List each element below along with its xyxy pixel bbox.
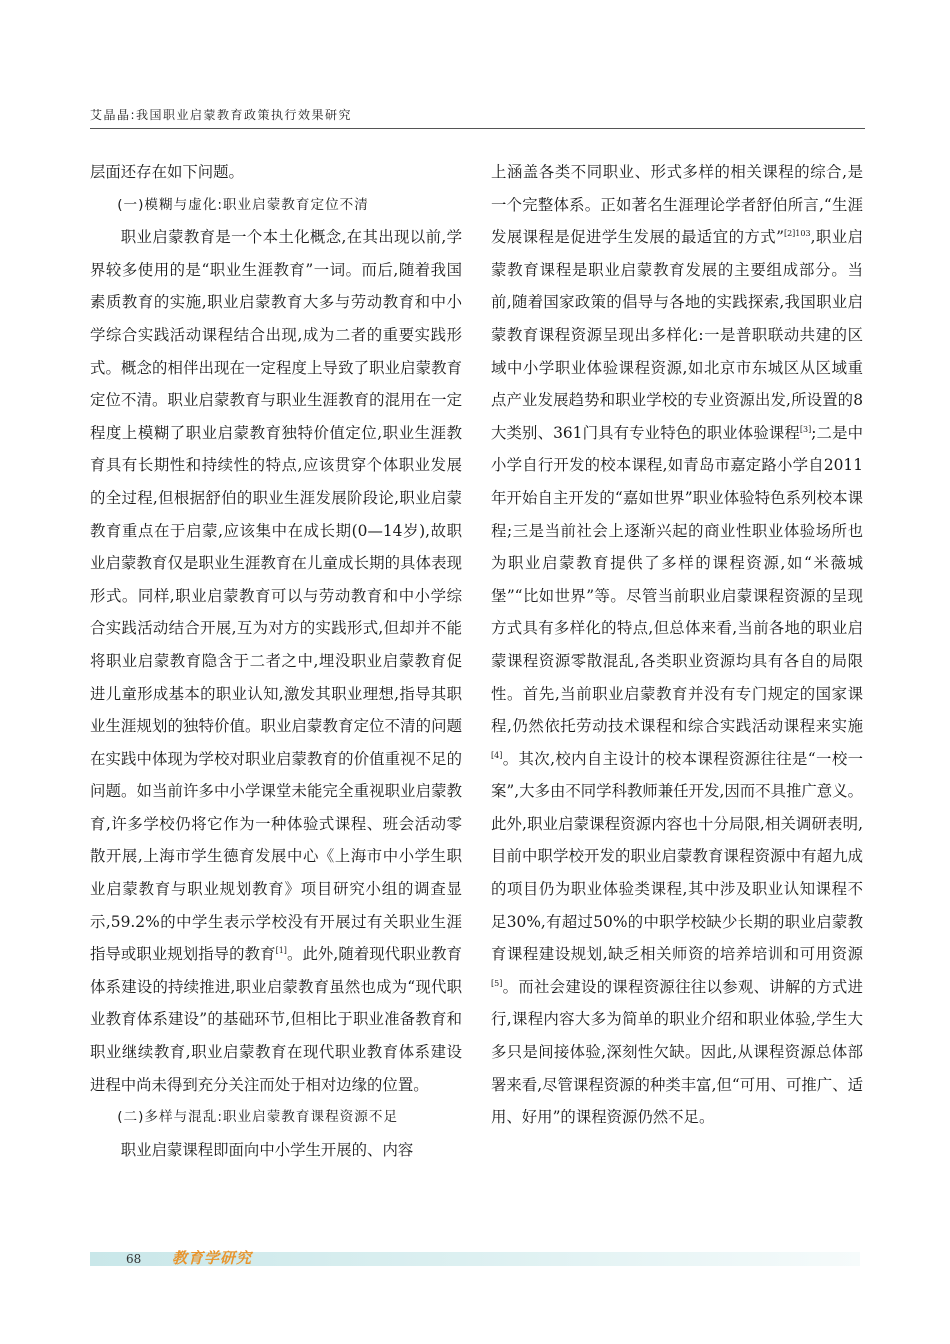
paragraph-intro-tail: 层面还存在如下问题。 bbox=[90, 163, 244, 181]
right-column bbox=[491, 156, 863, 1134]
paragraph-curriculum bbox=[491, 156, 863, 1134]
citation-ref[interactable]: [4] bbox=[491, 750, 503, 760]
page-footer bbox=[90, 1248, 860, 1272]
running-header: 艾晶晶:我国职业启蒙教育政策执行效果研究 bbox=[90, 106, 865, 129]
paragraph-text: 职业启蒙教育是一个本土化概念,在其出现以前,学界较多使用的是“职业生涯教育”一词。而后,随着我国素质教育的实施,职业启蒙教育大多与劳动教育和中小学综合实践活动课程结合出现,成为二者的重要实践形式。概念的相伴出现在一定程度上导致了职业启蒙教育定位不清。职业启蒙教育与职业生涯教育的混用在一定程度上模糊了职业启蒙教育独特价值定位,职业生涯教育具有长期性和持续性的特点,应该贯穿个体职业发展的全过程,但根据舒伯的职业生涯发展阶段论,职业启蒙教育重点在于启蒙,应该集中在成长期(0—14岁),故职业启蒙教育仅是职业生涯教育在儿童成长期的具体表现形式。同样,职业启蒙教育可以与劳动教育和中小学综合实践活动结合开展,互为对方的实践形式,但却并不能将职业启蒙教育隐含于二者之中,埋没职业启蒙教育促进儿童形成基本的职业认知,激发其职业理想,指导其职业生涯规划的独特价值。职业启蒙教育定位不清的问题在实践中体现为学校对职业启蒙教育的价值重视不足的问题。如当前许多中小学课堂未能完全重视职业启蒙教育,许多学校仍将它作为一种体验式课程、班会活动零散开展,上海市学生德育发展中心《上海市中小学生职业启蒙教育与职业规划教育》项目研究小组的调查显示,59.2%的中学生表示学校没有开展过有关职业生涯指导或职业规划指导的教育 bbox=[90, 228, 462, 964]
section-heading-1: (一)模糊与虚化:职业启蒙教育定位不清 bbox=[117, 196, 369, 213]
left-column bbox=[90, 156, 462, 1166]
paragraph-text: ;二是中小学自行开发的校本课程,如青岛市嘉定路小学自2011年开始自主开发的“嘉如世界”职业体验特色系列校本课程;三是当前社会上逐渐兴起的商业性职业体验场所也为职业启蒙教育提供了多样的课程资源,如“米薇城堡”“比如世界”等。尽管当前职业启蒙课程资源的呈现方式具有多样化的特点,但总体来看,当前各地的职业启蒙课程资源零散混乱,各类职业资源均具有各自的局限性。首先,当前职业启蒙教育并没有专门规定的国家课程,仍然依托劳动技术课程和综合实践活动课程来实施 bbox=[491, 423, 863, 736]
paragraph-text: ,职业启蒙教育课程是职业启蒙教育发展的主要组成部分。当前,随着国家政策的倡导与各地的实践探索,我国职业启蒙教育课程资源呈现出多样化:一是普职联动共建的区域中小学职业体验课程资源,如北京市东城区从区域重点产业发展趋势和职业学校的专业资源出发,所设置的8大类别、361门具有专业特色的职业体验课程 bbox=[491, 228, 863, 442]
paragraph-curriculum-start: 职业启蒙课程即面向中小学生开展的、内容 bbox=[120, 1140, 414, 1159]
citation-ref[interactable]: [2]103 bbox=[783, 229, 811, 239]
paragraph-text: 。而社会建设的课程资源往往以参观、讲解的方式进行,课程内容大多为简单的职业介绍和职业体验,学生大多只是间接体验,深刻性欠缺。因此,从课程资源总体部署来看,尽管课程资源的种类丰富,但“可用、可推广、适用、好用”的课程资源仍然不足。 bbox=[491, 977, 863, 1127]
paragraph-text: 。此外,随着现代职业教育体系建设的持续推进,职业启蒙教育虽然也成为“现代职业教育体系建设”的基础环节,但相比于职业准备教育和职业继续教育,职业启蒙教育在现代职业教育体系建设进程中尚未得到充分关注而处于相对边缘的位置。 bbox=[90, 945, 462, 1094]
paragraph-positioning bbox=[90, 221, 462, 1101]
citation-ref[interactable]: [3] bbox=[799, 424, 812, 434]
section-heading-2: (二)多样与混乱:职业启蒙教育课程资源不足 bbox=[117, 1109, 399, 1126]
paragraph-text: 。其次,校内自主设计的校本课程资源往往是“一校一案”,大多由不同学科教师兼任开发,因而不具推广意义。此外,职业启蒙课程资源内容也十分局限,相关调研表明,目前中职学校开发的职业启蒙教育课程资源中有超九成的项目仍为职业体验类课程,其中涉及职业认知课程不足30%,有超过50%的中职学校缺少长期的职业启蒙教育课程建设规划,缺乏相关师资的培养培训和可用资源 bbox=[491, 749, 863, 964]
journal-logo: 教育学研究 bbox=[172, 1249, 253, 1267]
paragraph-text: 上涵盖各类不同职业、形式多样的相关课程的综合,是一个完整体系。正如著名生涯理论学者舒伯所言,“生涯发展课程是促进学生发展的最适宜的方式” bbox=[491, 163, 863, 247]
citation-ref[interactable]: [1] bbox=[275, 946, 287, 956]
citation-ref[interactable]: [5] bbox=[491, 978, 503, 988]
page-number: 68 bbox=[126, 1252, 142, 1266]
